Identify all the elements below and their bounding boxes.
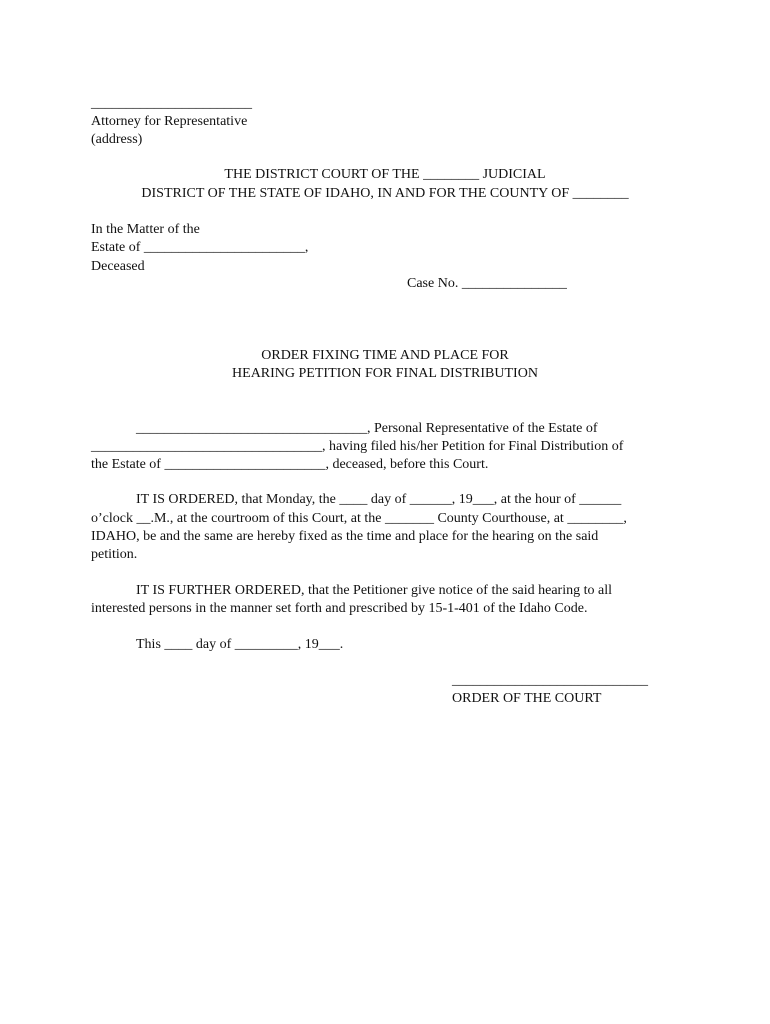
caption-deceased-line: Deceased	[91, 259, 145, 274]
document-title-line-1: ORDER FIXING TIME AND PLACE FOR	[261, 348, 509, 363]
address-label: (address)	[91, 132, 143, 147]
paragraph-1-line-1: _________________________________, Personal Representative of the Estate of	[136, 421, 598, 436]
caption-estate-line: Estate of _______________________,	[91, 240, 309, 255]
court-signature-line: ____________________________	[452, 673, 648, 688]
paragraph-2-line-4: petition.	[91, 547, 138, 562]
paragraph-2-line-3: IDAHO, be and the same are hereby fixed as the time and place for the hearing on the said	[91, 529, 599, 544]
document-title-line-2: HEARING PETITION FOR FINAL DISTRIBUTION	[232, 366, 538, 381]
attorney-label: Attorney for Representative	[91, 114, 248, 129]
paragraph-3-line-2: interested persons in the manner set forth and prescribed by 15-1-401 of the Idaho Code.	[91, 601, 588, 616]
paragraph-1-line-3: the Estate of _______________________, deceased, before this Court.	[91, 457, 489, 472]
case-number: Case No. _______________	[407, 276, 567, 291]
paragraph-1-line-2: _________________________________, having filed his/her Petition for Final Distribution of	[91, 439, 624, 454]
caption-matter-line: In the Matter of the	[91, 222, 200, 237]
attorney-signature-line: _______________________	[91, 96, 252, 111]
paragraph-2-line-1: IT IS ORDERED, that Monday, the ____ day of ______, 19___, at the hour of ______	[136, 492, 622, 507]
court-heading-line-2: DISTRICT OF THE STATE OF IDAHO, IN AND FOR THE COUNTY OF ________	[141, 186, 629, 201]
court-signature-label: ORDER OF THE COURT	[452, 691, 602, 706]
paragraph-3-line-1: IT IS FURTHER ORDERED, that the Petitioner give notice of the said hearing to all	[136, 583, 612, 598]
paragraph-2-line-2: o’clock __.M., at the courtroom of this Court, at the _______ County Courthouse, at ________,	[91, 511, 627, 526]
court-heading-line-1: THE DISTRICT COURT OF THE ________ JUDICIAL	[224, 167, 546, 182]
dated-line: This ____ day of _________, 19___.	[136, 637, 344, 652]
